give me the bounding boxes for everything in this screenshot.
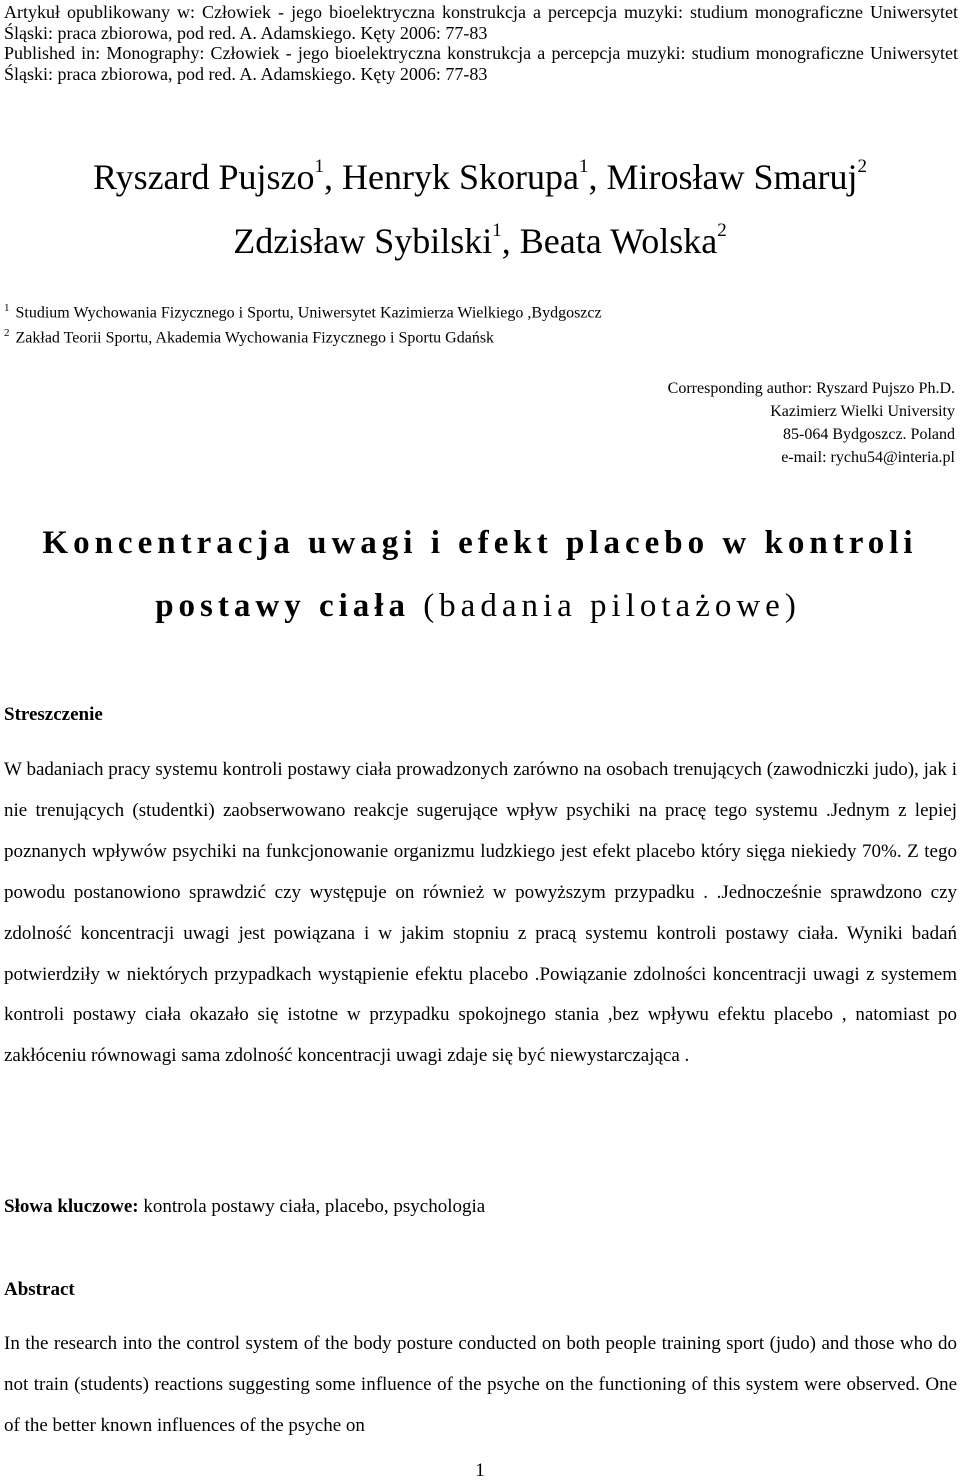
author-separator: , — [588, 157, 607, 197]
affiliation-text: Studium Wychowania Fizycznego i Sportu, Uniwersytet Kazimierza Wielkiego ,Bydgoszcz — [15, 304, 602, 322]
affiliation-number: 2 — [4, 327, 10, 340]
author-name: Mirosław Smaruj — [606, 157, 858, 197]
paper-title-subtitle: (badania pilotażowe) — [409, 588, 801, 624]
abstract-text: In the research into the control system of the body posture conducted on both people training sport (judo) and those who do not train (students) reactions suggesting some influence of the psyche on the functioning of this system were observed. One of the better known influences of the psyche on — [4, 1333, 957, 1436]
paper-title-line-2 — [0, 588, 958, 625]
author-separator: , — [501, 221, 520, 261]
author-separator: , — [324, 157, 343, 197]
author-name: Henryk Skorupa — [342, 157, 579, 197]
page-number: 1 — [475, 1460, 485, 1481]
author-affiliation-mark: 1 — [579, 156, 589, 177]
streszczenie-text: W badaniach pracy systemu kontroli postawy ciała prowadzonych zarówno na osobach trenujących (zawodniczki judo), jak i nie trenujących (studentki) zaobserwowano reakcje sugerujące wpływ psychiki na pracę tego systemu .Jednym z lepiej poznanych wpływów psychiki na funkcjonowanie organizmu ludzkiego jest efekt placebo który sięga niekiedy 70%. Z tego powodu postanowiono sprawdzić czy występuje on również w powyższym przypadku . .Jednocześnie sprawdzono czy zdolność koncentracji uwagi jest powiązana i w jakim stopniu z pracą systemu kontroli postawy ciała. Wyniki badań potwierdziły w niektórych przypadkach wystąpienie efektu placebo .Powiązanie zdolności koncentracji uwagi z systemem kontroli postawy ciała okazało się istotne w przypadku spokojnego stania ,bez wpływu efektu placebo , natomiast po zakłóceniu równowagi sama zdolność koncentracji uwagi zdaje się być niewystarczająca . — [4, 759, 957, 1067]
affiliation-item — [4, 323, 602, 348]
keywords-text: kontrola postawy ciała, placebo, psychologia — [138, 1196, 486, 1217]
corresponding-author-email: e-mail: rychu54@interia.pl — [781, 449, 955, 466]
keywords-label: Słowa kluczowe: — [4, 1196, 139, 1217]
paper-title-line-1: Koncentracja uwagi i efekt placebo w kontroli — [42, 525, 918, 561]
author-affiliation-mark: 2 — [857, 156, 867, 177]
corresponding-author-institution: Kazimierz Wielki University — [770, 403, 955, 420]
affiliation-text: Zakład Teorii Sportu, Akademia Wychowania Fizycznego i Sportu Gdańsk — [15, 329, 495, 347]
paper-title-bold-part: postawy ciała — [155, 588, 410, 624]
author-name: Beata Wolska — [519, 221, 718, 261]
author-affiliation-mark: 2 — [717, 220, 727, 241]
authors-line-2 — [0, 220, 960, 262]
author-affiliation-mark: 1 — [314, 156, 325, 177]
corresponding-author-block — [668, 377, 955, 469]
corresponding-author-address: 85-064 Bydgoszcz. Poland — [783, 426, 955, 443]
author-name: Zdzisław Sybilski — [233, 221, 493, 261]
affiliation-item — [4, 298, 602, 323]
keywords-line — [4, 1196, 485, 1218]
author-name: Ryszard Pujszo — [93, 157, 315, 197]
corresponding-author-name: Corresponding author: Ryszard Pujszo Ph.D. — [667, 380, 955, 397]
affiliation-number: 1 — [4, 302, 10, 314]
publication-note — [4, 2, 958, 84]
author-affiliation-mark: 1 — [492, 220, 502, 241]
abstract-heading: Abstract — [4, 1279, 75, 1300]
streszczenie-heading: Streszczenie — [4, 704, 103, 725]
authors-line-1 — [0, 156, 960, 198]
publication-note-polish: Artykuł opublikowany w: Człowiek - jego bioelektryczna konstrukcja a percepcja muzyki: studium monograficzne Uniwersytet Śląski: praca zbiorowa, pod red. A. Adamskiego. Kęty 2006: 77-83 — [4, 2, 958, 43]
affiliations — [4, 298, 602, 349]
publication-note-english: Published in: Monography: Człowiek - jego bioelektryczna konstrukcja a percepcja muzyki: studium monograficzne Uniwersytet Śląski: praca zbiorowa, pod red. A. Adamskiego. Kęty 2006: 77-83 — [4, 43, 958, 84]
